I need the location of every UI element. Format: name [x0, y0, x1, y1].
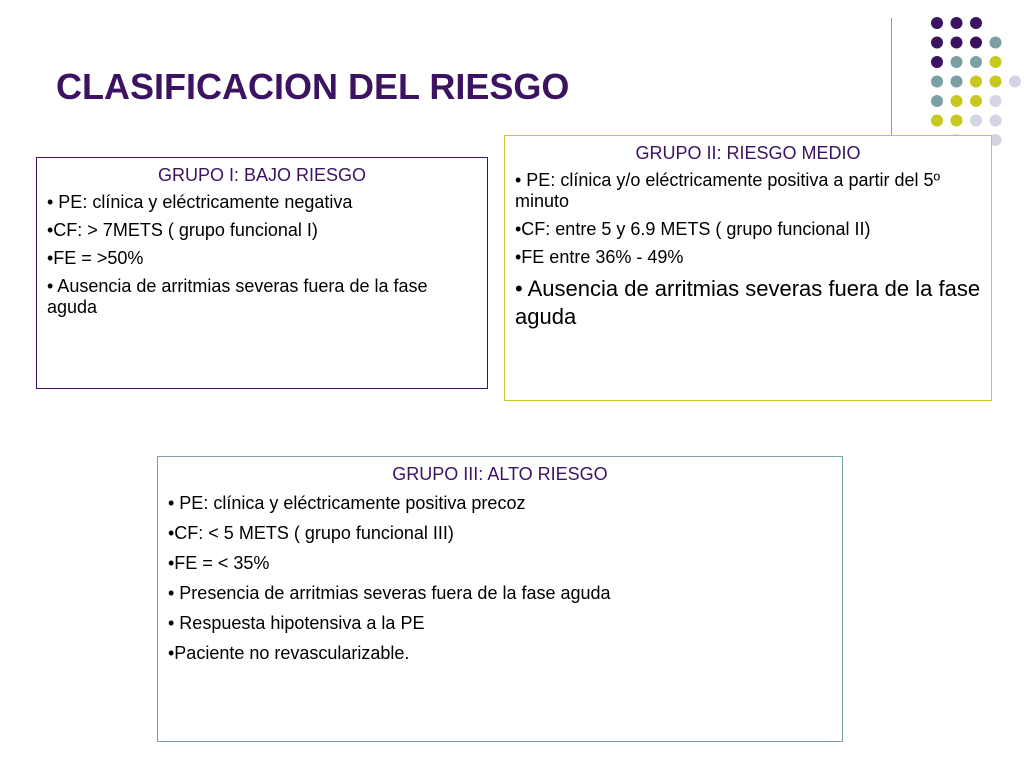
group-3-heading: GRUPO III: ALTO RIESGO: [392, 464, 608, 484]
group-1-item: • Ausencia de arritmias severas fuera de la fase aguda: [47, 276, 428, 317]
decorative-dot: [951, 76, 963, 88]
group-3-item: • Presencia de arritmias severas fuera de la fase aguda: [168, 583, 611, 603]
decorative-dot: [990, 95, 1002, 107]
decorative-dot: [951, 17, 963, 29]
decorative-dot: [970, 115, 982, 127]
group-3-box: [157, 456, 843, 742]
decorative-dot: [990, 56, 1002, 68]
slide-title: CLASIFICACION DEL RIESGO: [56, 66, 570, 107]
group-3-item: •CF: < 5 METS ( grupo funcional III): [168, 523, 454, 543]
decorative-dot: [970, 56, 982, 68]
decorative-dot: [931, 56, 943, 68]
group-1-heading: GRUPO I: BAJO RIESGO: [157, 165, 367, 185]
group-3-item: •Paciente no revascularizable.: [168, 643, 410, 663]
decorative-dot: [990, 76, 1002, 88]
group-3-item: • Respuesta hipotensiva a la PE: [168, 613, 425, 633]
decorative-dot: [990, 115, 1002, 127]
group-2-item: •FE entre 36% - 49%: [515, 247, 684, 267]
group-2-heading: GRUPO II: RIESGO MEDIO: [635, 143, 861, 163]
group-2-box: [504, 135, 992, 401]
decorative-dot: [931, 37, 943, 49]
group-1-item: •FE = >50%: [47, 248, 144, 268]
decorative-dot: [951, 56, 963, 68]
decorative-dot: [931, 95, 943, 107]
group-1-box: [36, 157, 488, 389]
group-2-list: [515, 170, 981, 331]
group-1-item: •CF: > 7METS ( grupo funcional I): [47, 220, 318, 240]
group-2-item: • PE: clínica y/o eléctricamente positiva a partir del 5º minuto: [515, 170, 941, 211]
decorative-dot: [931, 76, 943, 88]
decorative-dot: [990, 37, 1002, 49]
group-3-item: •FE = < 35%: [168, 553, 270, 573]
group-3-list: [168, 493, 832, 664]
decorative-dot: [970, 76, 982, 88]
decorative-dot: [931, 115, 943, 127]
decorative-dot: [970, 37, 982, 49]
decorative-dot: [970, 95, 982, 107]
group-2-item: • Ausencia de arritmias severas fuera de la fase aguda: [515, 276, 981, 329]
decorative-dot: [970, 17, 982, 29]
decorative-dot: [951, 115, 963, 127]
group-1-item: • PE: clínica y eléctricamente negativa: [47, 192, 353, 212]
decorative-dot: [1009, 76, 1021, 88]
decorative-dot: [951, 95, 963, 107]
group-1-list: [47, 192, 477, 318]
decorative-dot: [951, 37, 963, 49]
group-2-item: •CF: entre 5 y 6.9 METS ( grupo funcional II): [515, 219, 871, 239]
decorative-dot: [931, 17, 943, 29]
group-3-item: • PE: clínica y eléctricamente positiva precoz: [168, 493, 526, 513]
